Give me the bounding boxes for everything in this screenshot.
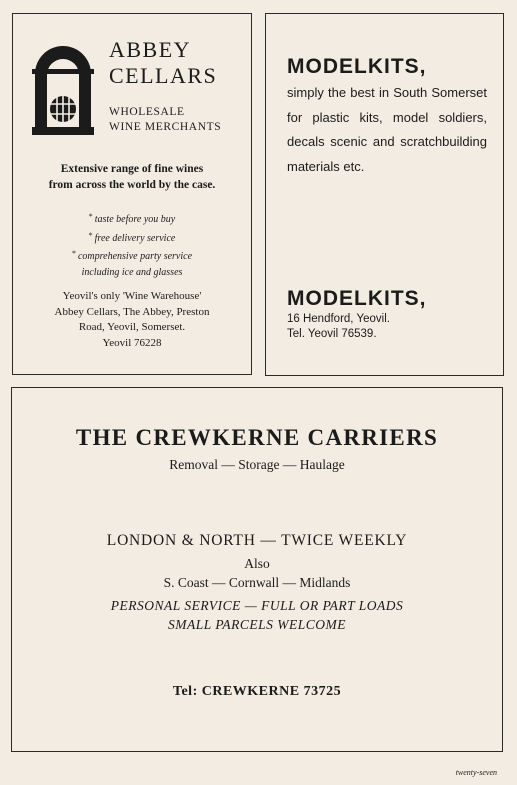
- modelkits-advert: [265, 13, 504, 376]
- abbey-subtitle: [109, 105, 221, 135]
- abbey-phone: Yeovil 76228: [102, 336, 162, 349]
- abbey-range-line1: Extensive range of fine wines: [60, 163, 204, 175]
- crewkerne-phone: Tel: CREWKERNE 73725: [172, 684, 342, 699]
- crewkerne-services: Removal — Storage — Haulage: [169, 457, 345, 472]
- service-text: including ice and glasses: [81, 266, 183, 278]
- abbey-range-text: [13, 161, 251, 193]
- modelkits-address: [287, 312, 390, 342]
- abbey-range-line2: from across the world by the case.: [48, 179, 216, 191]
- service-text: comprehensive party service: [77, 251, 193, 262]
- abbey-cellars-advert: [12, 13, 252, 375]
- modelkits-title: MODELKITS,: [287, 55, 427, 78]
- abbey-service-item: [13, 228, 251, 247]
- modelkits-phone: Tel. Yeovil 76539.: [287, 328, 377, 340]
- abbey-addr-line3: Road, Yeovil, Somerset.: [78, 321, 186, 333]
- modelkits-description: simply the best in South Somerset for plastic kits, model soldiers, decals scenic and scratchbuilding materials etc.: [287, 85, 487, 174]
- abbey-service-item: [13, 265, 251, 281]
- bullet-icon: *: [88, 230, 93, 240]
- abbey-services-list: [13, 209, 251, 280]
- abbey-addr-line2: Abbey Cellars, The Abbey, Preston: [54, 305, 210, 318]
- abbey-sub-line2: WINE MERCHANTS: [109, 121, 222, 133]
- abbey-sub-line1: WHOLESALE: [109, 106, 185, 118]
- service-text: taste before you buy: [94, 214, 176, 225]
- modelkits-addr-line1: 16 Hendford, Yeovil.: [287, 313, 390, 325]
- abbey-name-line2: CELLARS: [109, 63, 218, 88]
- crewkerne-service-note: [12, 596, 502, 634]
- abbey-addr-line1: Yeovil's only 'Wine Warehouse': [62, 290, 202, 302]
- service-text: free delivery service: [94, 232, 176, 244]
- abbey-cellars-name: [109, 37, 217, 89]
- abbey-address: [13, 289, 251, 351]
- abbey-service-item: [13, 246, 251, 265]
- abbey-service-item: [13, 209, 251, 228]
- crewkerne-carriers-advert: [11, 387, 503, 752]
- crewkerne-service-line1: PERSONAL SERVICE — FULL OR PART LOADS: [110, 598, 404, 613]
- bullet-icon: *: [88, 212, 93, 221]
- abbey-name-line1: ABBEY: [109, 37, 192, 62]
- abbey-arch-logo-icon: [32, 41, 94, 135]
- bullet-icon: *: [71, 249, 76, 258]
- crewkerne-also: Also: [244, 556, 270, 571]
- modelkits-title-secondary: MODELKITS,: [287, 287, 427, 310]
- crewkerne-title: THE CREWKERNE CARRIERS: [75, 425, 439, 450]
- crewkerne-destinations: S. Coast — Cornwall — Midlands: [163, 575, 351, 590]
- crewkerne-route: LONDON & NORTH — TWICE WEEKLY: [106, 532, 408, 549]
- page-number: twenty-seven: [455, 768, 497, 777]
- crewkerne-service-line2: SMALL PARCELS WELCOME: [167, 617, 347, 632]
